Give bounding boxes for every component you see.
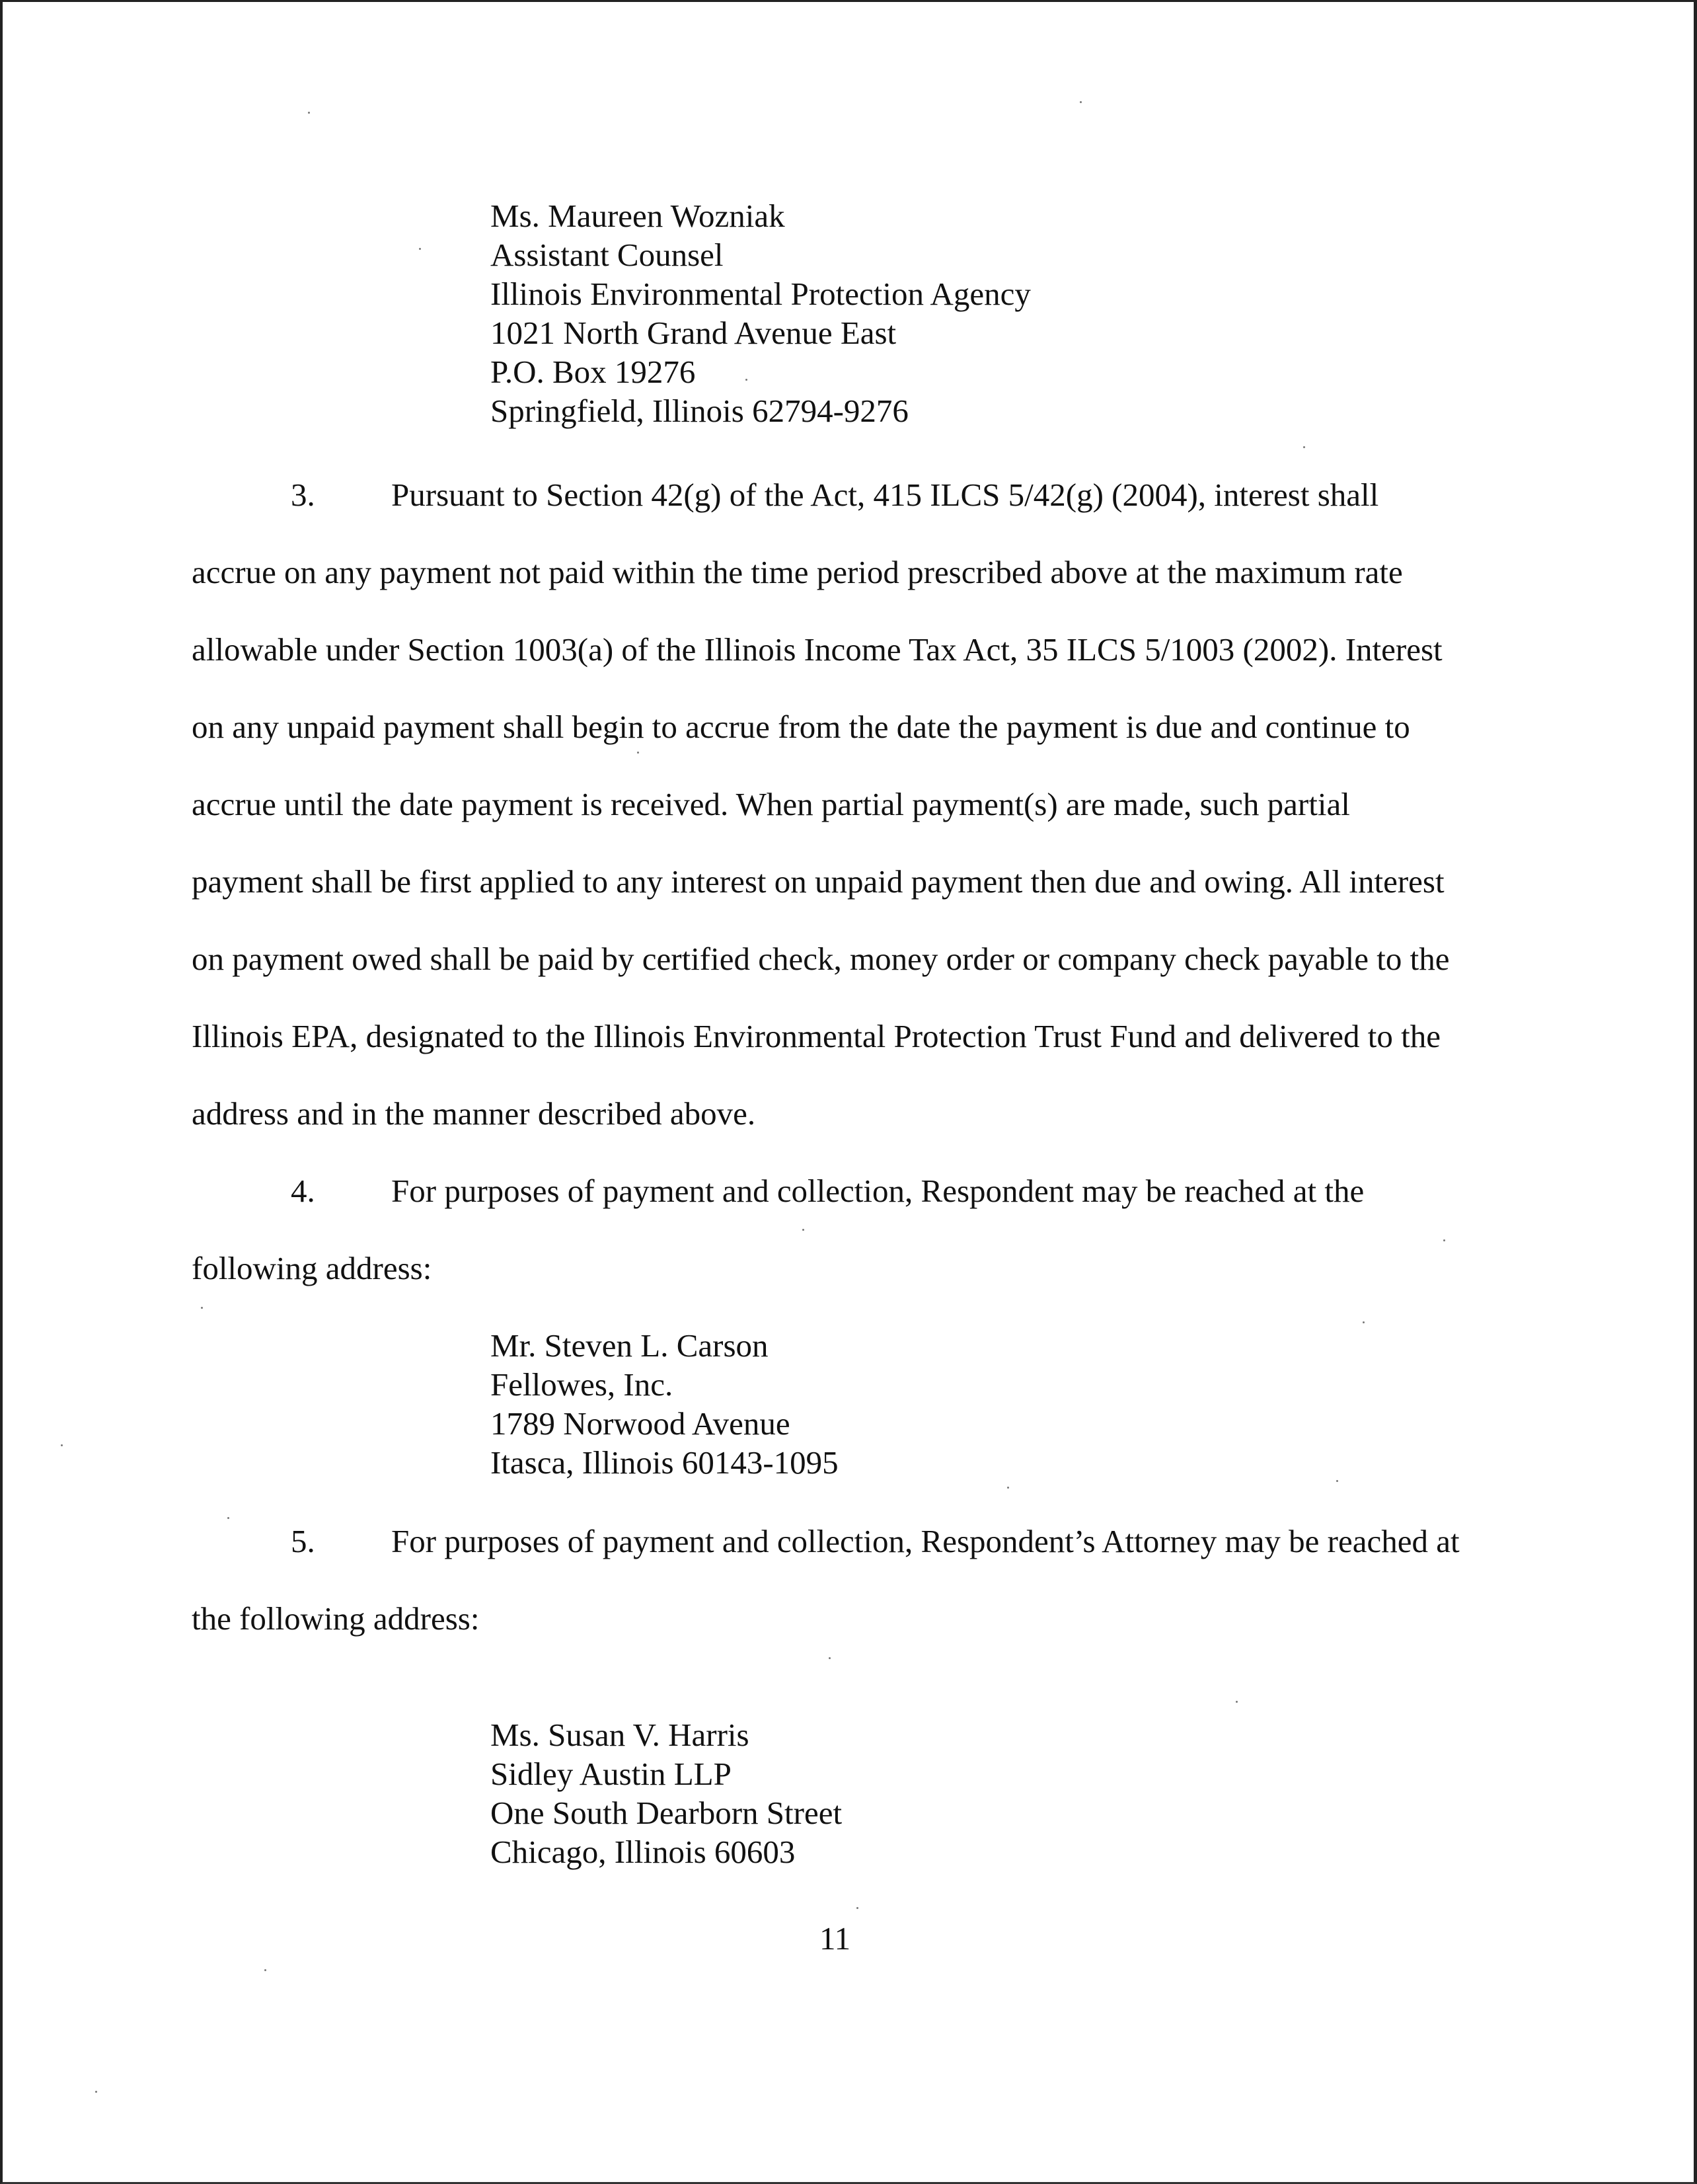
- scan-speck: [1443, 1239, 1445, 1241]
- scan-speck: [264, 1969, 266, 1971]
- scan-speck: [1080, 101, 1082, 103]
- address-line: Fellowes, Inc.: [490, 1366, 673, 1403]
- paragraph-line: accrue on any payment not paid within the time period prescribed above at the maximum rate: [192, 554, 1403, 590]
- scan-speck: [802, 1229, 804, 1231]
- address-line: Ms. Susan V. Harris: [490, 1717, 749, 1753]
- paragraph-line: For purposes of payment and collection, Respondent’s Attorney may be reached at: [391, 1523, 1460, 1559]
- address-line: Itasca, Illinois 60143-1095: [490, 1444, 839, 1481]
- address-block-wozniak: [490, 196, 1031, 430]
- paragraph-line: following address:: [192, 1250, 432, 1286]
- scan-speck: [419, 248, 421, 250]
- paragraph-line: allowable under Section 1003(a) of the Illinois Income Tax Act, 35 ILCS 5/1003 (2002). Interest: [192, 631, 1443, 668]
- scan-speck: [308, 112, 310, 114]
- paragraph-line: on payment owed shall be paid by certified check, money order or company check payable to the: [192, 941, 1450, 977]
- scan-speck: [745, 379, 747, 381]
- paragraph-line: address and in the manner described above.: [192, 1095, 756, 1132]
- scan-speck: [856, 1907, 858, 1909]
- address-line: One South Dearborn Street: [490, 1795, 843, 1831]
- scan-speck: [95, 2091, 97, 2093]
- paragraph-line: Pursuant to Section 42(g) of the Act, 415 ILCS 5/42(g) (2004), interest shall: [391, 477, 1379, 513]
- scan-speck: [829, 1657, 831, 1659]
- address-block-carson: [490, 1326, 839, 1482]
- address-line: Chicago, Illinois 60603: [490, 1834, 796, 1870]
- scan-speck: [61, 1444, 63, 1446]
- address-line: Sidley Austin LLP: [490, 1756, 732, 1792]
- address-line: Ms. Maureen Wozniak: [490, 198, 785, 234]
- address-line: Assistant Counsel: [490, 237, 724, 273]
- paragraph-line: payment shall be first applied to any interest on unpaid payment then due and owing. All interest: [192, 863, 1445, 900]
- paragraph-line: on any unpaid payment shall begin to accrue from the date the payment is due and continue to: [192, 709, 1410, 745]
- paragraph-line: accrue until the date payment is received. When partial payment(s) are made, such partial: [192, 786, 1350, 822]
- page-number: 11: [819, 1920, 851, 1957]
- paragraph-line: the following address:: [192, 1600, 480, 1637]
- paragraph-number: 5.: [291, 1523, 315, 1559]
- paragraph-number: 3.: [291, 477, 315, 513]
- paragraph-line: For purposes of payment and collection, Respondent may be reached at the: [391, 1173, 1365, 1209]
- address-line: 1789 Norwood Avenue: [490, 1405, 790, 1442]
- scan-speck: [1336, 1480, 1338, 1482]
- address-line: P.O. Box 19276: [490, 354, 696, 390]
- scan-speck: [1303, 446, 1305, 448]
- address-line: 1021 North Grand Avenue East: [490, 315, 897, 351]
- paragraph-line: Illinois EPA, designated to the Illinois Environmental Protection Trust Fund and delivered to the: [192, 1018, 1441, 1054]
- address-line: Springfield, Illinois 62794-9276: [490, 393, 909, 429]
- scan-speck: [1363, 1321, 1365, 1323]
- address-block-harris: [490, 1715, 842, 1871]
- paragraph-number: 4.: [291, 1173, 315, 1209]
- address-line: Mr. Steven L. Carson: [490, 1327, 769, 1364]
- scan-speck: [1007, 1487, 1009, 1489]
- scan-speck: [637, 752, 639, 754]
- scan-speck: [201, 1307, 203, 1309]
- scan-speck: [227, 1517, 229, 1519]
- address-line: Illinois Environmental Protection Agency: [490, 276, 1031, 312]
- scan-speck: [1236, 1701, 1238, 1703]
